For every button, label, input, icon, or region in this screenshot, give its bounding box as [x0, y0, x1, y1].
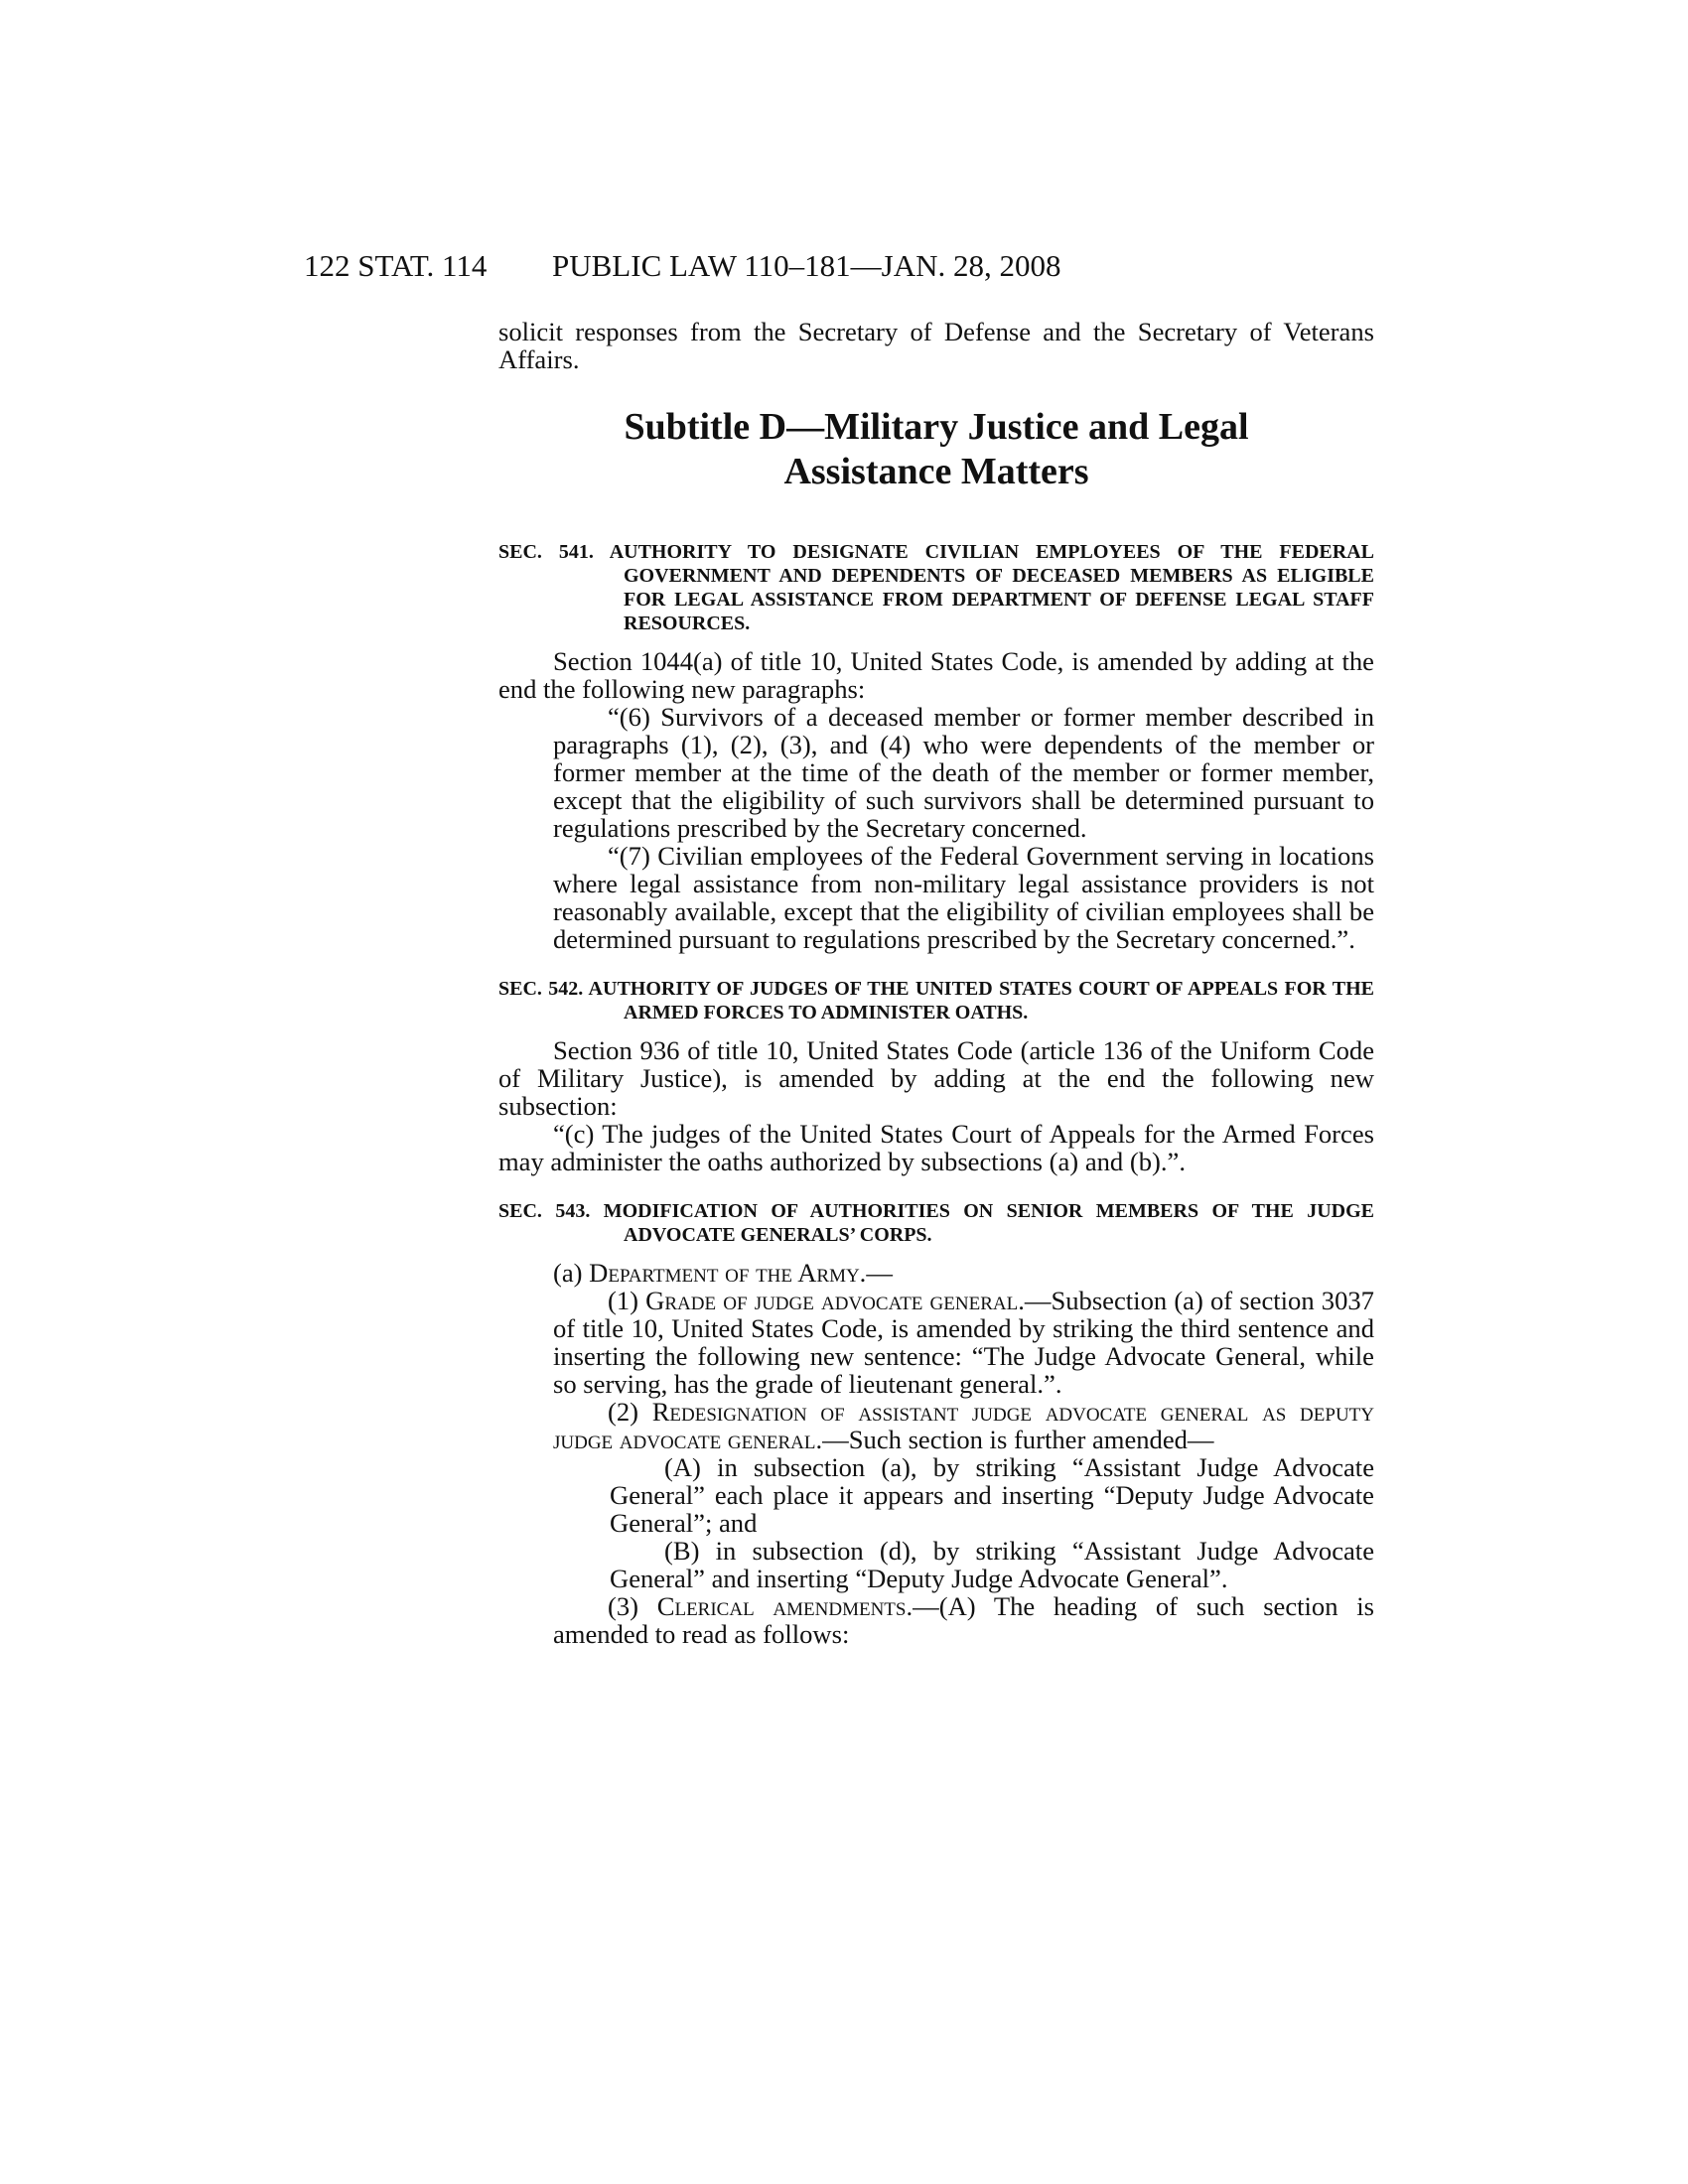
section-543-subparagraph-b: (B) in subsection (d), by striking “Assistant Judge Advocate General” and inserting “Deputy Judge Advocate General”.	[610, 1536, 1374, 1593]
paragraph-2-title: Redesignation of assistant judge advocate general as deputy judge advocate general.	[553, 1397, 1374, 1454]
section-541-heading: SEC. 541. AUTHORITY TO DESIGNATE CIVILIAN EMPLOYEES OF THE FEDERAL GOVERNMENT AND DEPENDENTS OF DECEASED MEMBERS AS ELIGIBLE FOR LEGAL ASSISTANCE FROM DEPARTMENT OF DEFENSE LEGAL STAFF RESOURCES.	[498, 541, 1374, 634]
section-542-subsection-c: “(c) The judges of the United States Court of Appeals for the Armed Forces may administer the oaths authorized by subsections (a) and (b).”.	[498, 1119, 1374, 1176]
section-543-heading: SEC. 543. MODIFICATION OF AUTHORITIES ON SENIOR MEMBERS OF THE JUDGE ADVOCATE GENERALS’ CORPS.	[498, 1200, 1374, 1246]
statute-page-number: 122 STAT. 114	[304, 248, 488, 283]
paragraph-3-number: (3)	[608, 1591, 657, 1621]
section-543-paragraph-2	[498, 1398, 1374, 1453]
paragraph-3-text: —(A) The heading of such section is amended to read as follows:	[553, 1591, 1374, 1649]
paragraph-2-text: —Such section is further amended—	[822, 1425, 1214, 1454]
intro-continuation: solicit responses from the Secretary of Defense and the Secretary of Veterans Affairs.	[498, 317, 1374, 374]
section-543-subparagraph-a: (A) in subsection (a), by striking “Assistant Judge Advocate General” each place it appears and inserting “Deputy Judge Advocate General”; and	[610, 1452, 1374, 1538]
subtitle-line-2: Assistance Matters	[783, 451, 1089, 492]
paragraph-1-title: Grade of judge advocate general.	[645, 1286, 1025, 1315]
paragraph-2-number: (2)	[608, 1397, 652, 1427]
section-541-paragraph-7: “(7) Civilian employees of the Federal Government serving in locations where legal assistance from non-military legal assistance providers is not reasonably available, except that the eligibility of civilian employees shall be determined pursuant to regulations prescribed by the Secretary concerned.”.	[553, 841, 1374, 954]
public-law-citation: PUBLIC LAW 110–181—JAN. 28, 2008	[552, 248, 1061, 283]
subsection-a-number: (a)	[553, 1258, 590, 1288]
section-542-text: Section 936 of title 10, United States Code (article 136 of the Uniform Code of Military Justice), is amended by adding at the end the following new subsection:	[498, 1035, 1374, 1121]
subsection-a-title: Department of the Army.	[589, 1258, 867, 1288]
paragraph-3-title: Clerical amendments.	[656, 1591, 914, 1621]
paragraph-1-number: (1)	[608, 1286, 646, 1315]
section-543-paragraph-1	[498, 1287, 1374, 1398]
paragraph-1-text: —Subsection (a) of section 3037 of title 10, United States Code, is amended by striking the third sentence and inserting the following new sentence: “The Judge Advocate General, while so serving, has the grade of lieutenant general.”.	[553, 1286, 1374, 1399]
section-541-text: Section 1044(a) of title 10, United States Code, is amended by adding at the end the following new paragraphs:	[498, 646, 1374, 704]
section-543-subsection-a	[498, 1259, 1374, 1287]
section-542-heading: SEC. 542. AUTHORITY OF JUDGES OF THE UNITED STATES COURT OF APPEALS FOR THE ARMED FORCES TO ADMINISTER OATHS.	[498, 978, 1374, 1024]
section-541-paragraph-6: “(6) Survivors of a deceased member or former member described in paragraphs (1), (2), (3), and (4) who were dependents of the member or former member at the time of the death of the member or former member, except that the eligibility of such survivors shall be determined pursuant to regulations prescribed by the Secretary concerned.	[553, 702, 1374, 843]
page-body	[498, 318, 1374, 1648]
running-header	[0, 248, 1688, 288]
subsection-a-dash: —	[866, 1258, 893, 1288]
subtitle-heading	[498, 405, 1374, 494]
section-543-paragraph-3	[498, 1592, 1374, 1648]
subtitle-line-1: Subtitle D—Military Justice and Legal	[624, 406, 1249, 448]
